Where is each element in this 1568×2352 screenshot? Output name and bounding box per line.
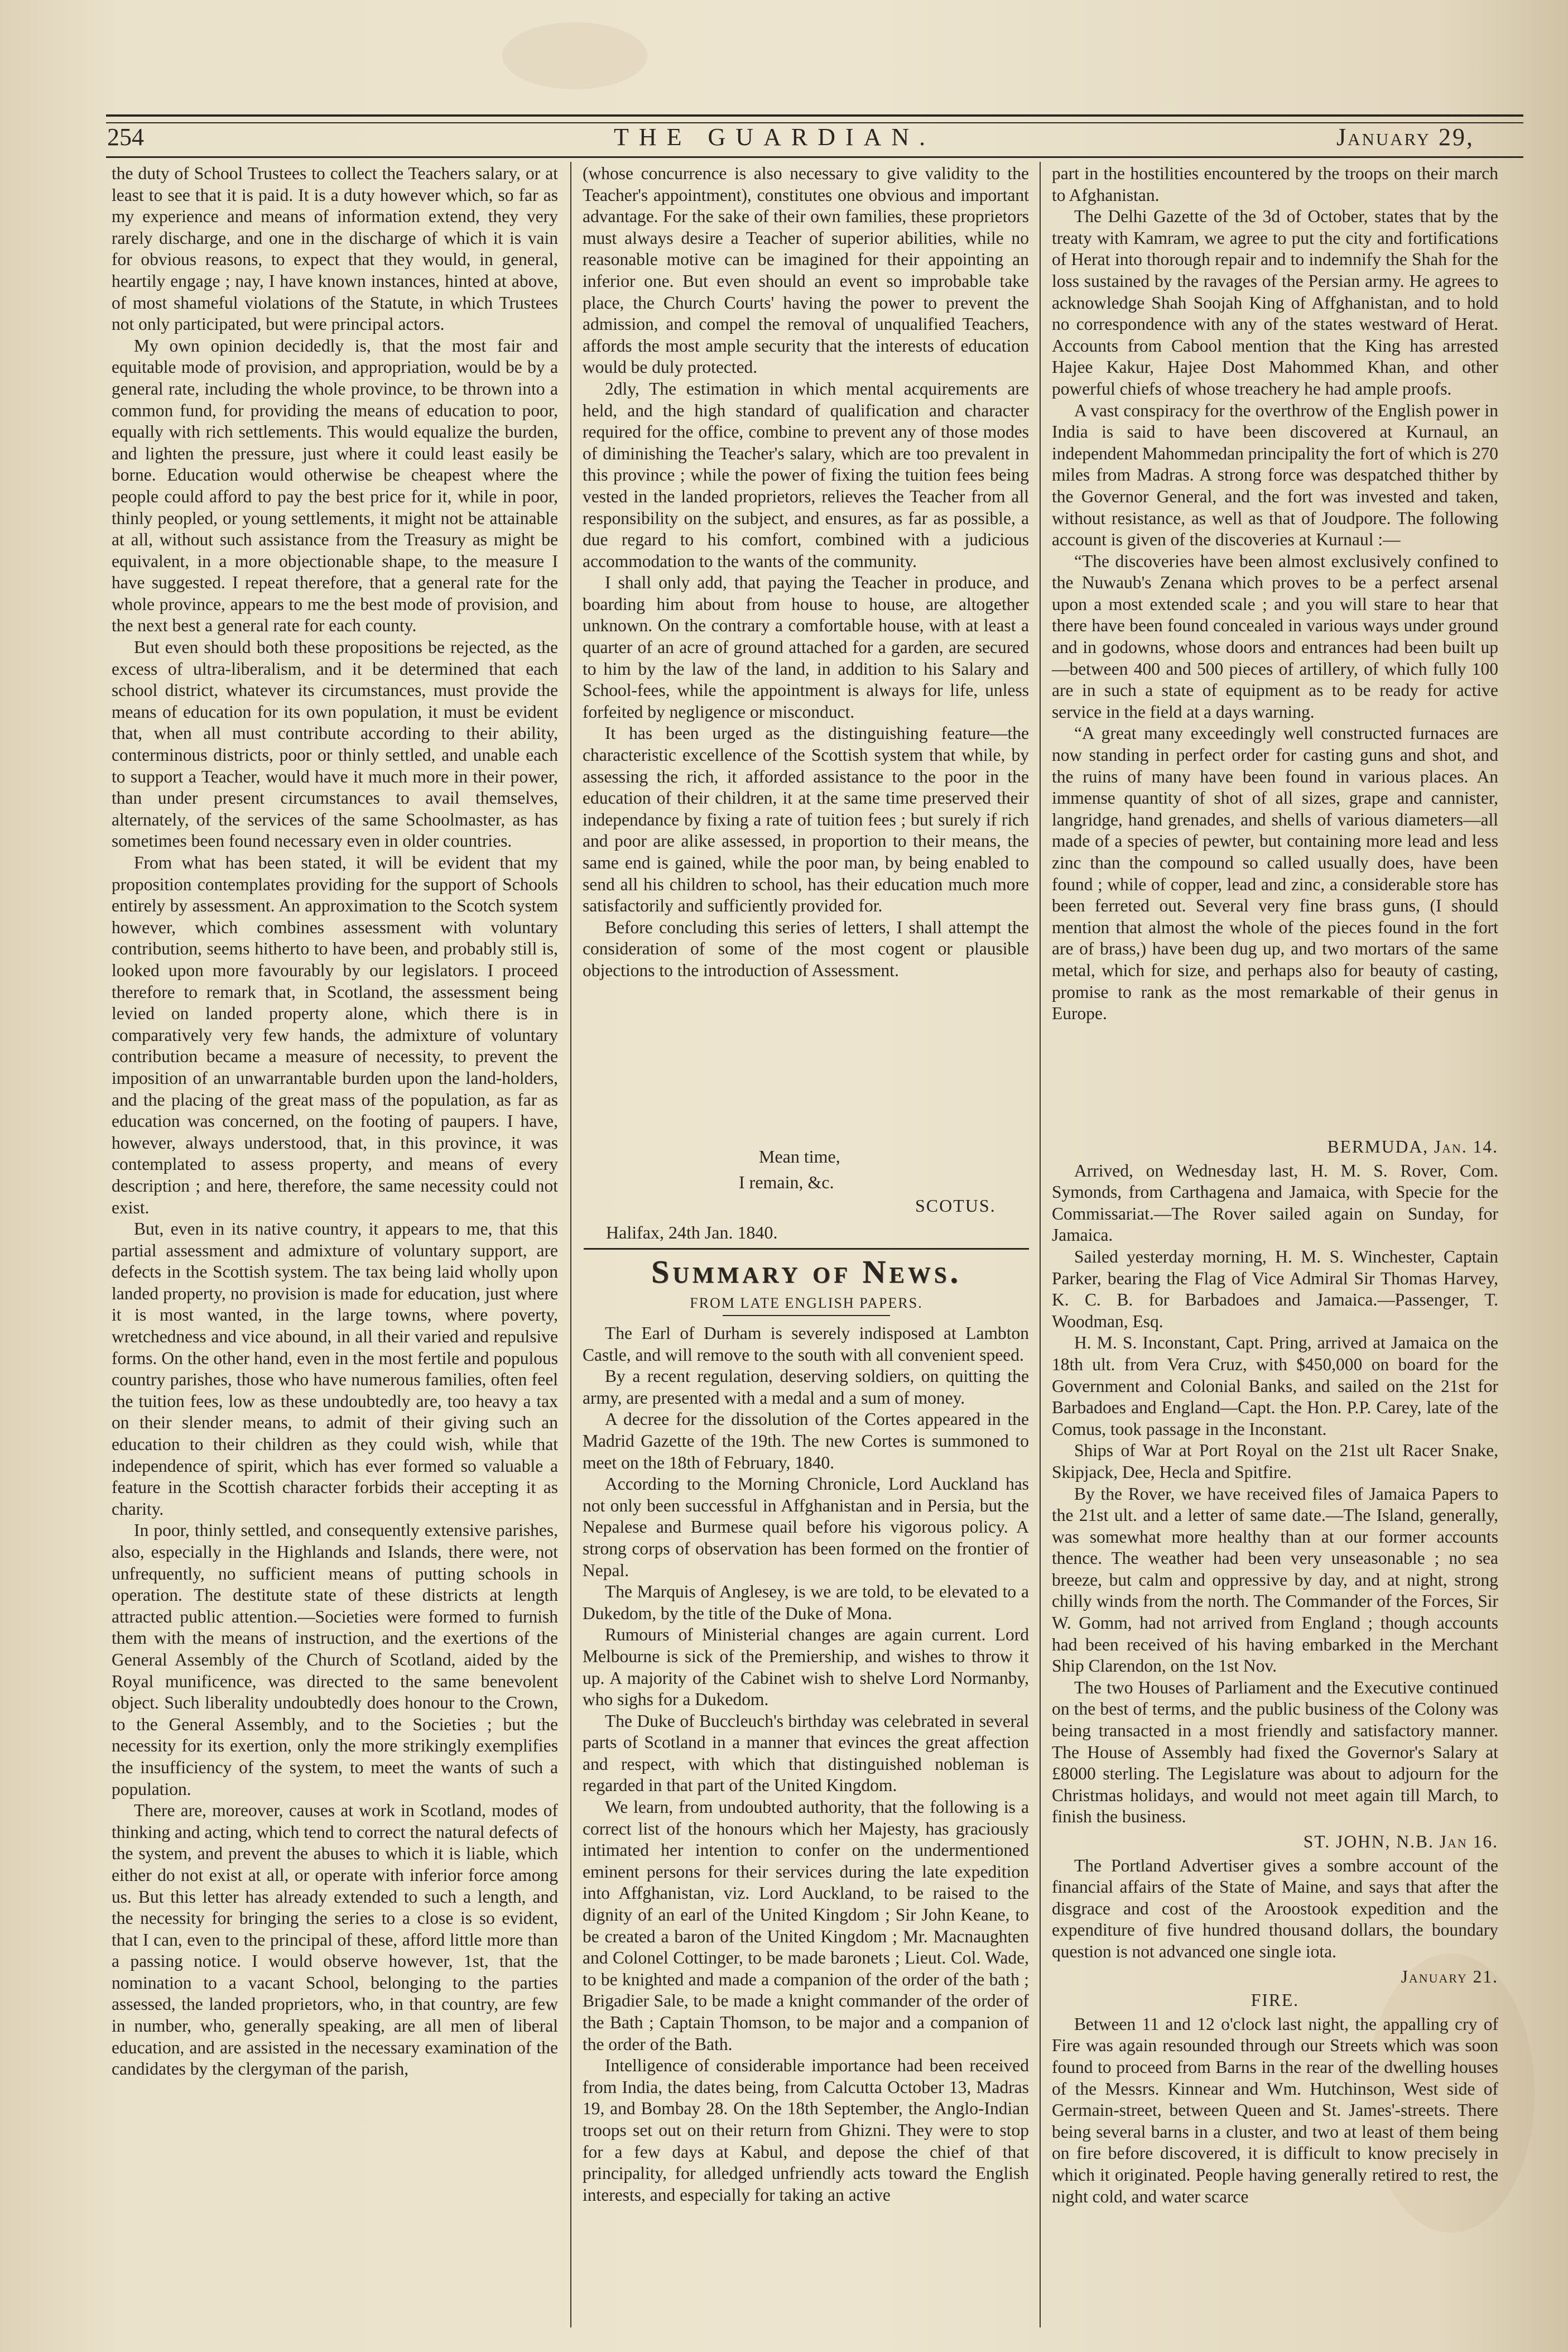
paragraph: “A great many exceedingly well constructed furnaces are now standing in perfect order for casting guns and shot, and the ruins of many have been found in various places. An immense quantity of shot of all sizes, grape and cannister, langridge, hand grenades, and shells of various diameters—all made of a species of pewter, but containing more lead and less zinc than the compound so called usually does, have been found ; while of copper, lead and zinc, a considerable store has been ferreted out. Several very fine brass guns, (I should mention that almost the whole of the pieces found in the fort are of brass,) have been dug up, and two mortars of the same metal, which for size, and perhaps also for beauty of casting, promise to rank as the most remarkable of their genus in Europe. (1052, 723, 1498, 1024)
news-item: Ships of War at Port Royal on the 21st ult Racer Snake, Skipjack, Dee, Hecla and Spitfire. (1052, 1441, 1498, 1482)
section-rule (584, 1248, 1029, 1250)
paragraph: My own opinion decidedly is, that the most fair and equitable mode of provision, and appropriation, would be by a general rate, including the whole province, to be thrown into a common fund, for providing the means of education to poor, equally with rich settlements. This would equalize the burden, and lighten the pressure, just where it could least easily be borne. Education would otherwise be cheapest where the people could afford to pay the best price for it, while in poor, thinly peopled, or young settlements, it might not be attainable at all, without such assistance from the Treasury as might be equivalent, in a more objectionable shape, to the measure I have suggested. I repeat therefore, that a general rate for the whole province, appears to me the best mode of provision, and the next best a general rate for each county. (112, 335, 558, 636)
newspaper-title: THE GUARDIAN. (614, 123, 936, 151)
paragraph: “The discoveries have been almost exclusively confined to the Nuwaub's Zenana which proves to be a perfect arsenal upon a most extended scale ; and you will stare to hear that there have been found concealed in various ways under ground and in godowns, whose doors and entrances had been built up—between 400 and 500 pieces of artillery, of which fully 100 are in such a state of equipment as to be ready for active service in the field at a days warning. (1052, 551, 1498, 722)
news-item: By the Rover, we have received files of Jamaica Papers to the 21st ult. and a letter of same date.—The Island, generally, was somewhat more healthy than at our former accounts thence. The weather had been very unseasonable ; no sea breeze, but calm and oppressive by day, and at night, strong chilly winds from the north. The Commander of the Forces, Sir W. Gomm, had not arrived from England ; though accounts had been received of his having embarked in the Merchant Ship Clarendon, on the 1st Nov. (1052, 1484, 1498, 1676)
paragraph: 2dly, The estimation in which mental acquirements are held, and the high standard of qualification and character required for the office, combine to prevent any of those modes of diminishing the Teacher's salary, which are too prevalent in this province ; while the power of fixing the tuition fees being vested in the landed proprietors, relieves the Teacher from all responsibility on the subject, and ensures, as far as possible, a due regard to his comfort, combined with a judicious accommodation to the wants of the community. (583, 378, 1029, 571)
paragraph: In poor, thinly settled, and consequently extensive parishes, also, especially in the Highlands and Islands, there were, not unfrequently, no sufficient means of putting schools in operation. The destitute state of these districts at length attracted public attention.—Societies were formed to furnish them with the means of instruction, and the exertions of the General Assembly of the Church of Scotland, aided by the Royal munificence, was directed to the same benevolent object. Such liberality undoubtedly does honour to the Crown, to the General Assembly, and to the Societies ; but the necessity for its exertion, only the more strikingly exemplifies the insufficiency of the system, to meet the wants of such a population. (112, 1520, 558, 1799)
paragraph: The Delhi Gazette of the 3d of October, states that by the treaty with Kamram, we agree to put the city and fortifications of Herat into thorough repair and to indemnify the Shah for the loss sustained by the ravages of the Persian army. He agrees to acknowledge Shah Soojah King of Affghanistan, and to hold no correspondence with any of the states westward of Herat. Accounts from Cabool mention that the King has arrested Hajee Kakur, Hajee Dost Mahommed Khan, and other powerful chiefs of whose treachery he had ample proofs. (1052, 207, 1498, 399)
column-1 (112, 163, 558, 2340)
summary-heading: Summary of News. (651, 1254, 962, 1290)
news-item: Between 11 and 12 o'clock last night, the appalling cry of Fire was again resounded through our Streets which was soon found to proceed from Barns in the rear of the dwelling houses of the Messrs. Kinnear and Wm. Hutchinson, West side of Germain-street, between Queen and St. James'-streets. There being several barns in a cluster, and two at least of them being on fire before discovered, it is difficult to know precisely in which it originated. People having generally retired to rest, the night cold, and water scarce (1052, 2014, 1498, 2206)
news-item: By a recent regulation, deserving soldiers, on quitting the army, are presented with a medal and a sum of money. (583, 1366, 1029, 1408)
short-rule (723, 1315, 890, 1316)
paragraph: There are, moreover, causes at work in Scotland, modes of thinking and acting, which tend to correct the natural defects of the system, and prevent the abuses to which it is liable, which either do not exist at all, or operate with inferior force among us. But this letter has already extended to such a length, and the necessity for bringing the series to a close is so evident, that I can, even to the principal of these, afford little more than a passing notice. I would observe however, 1st, that the nomination to a vacant School, belonging to the parties assessed, the landed proprietors, who, in that country, are few in number, who, generally speaking, are all men of liberal education, and are assisted in the necessary examination of the candidates by the clergyman of the parish, (112, 1801, 558, 2079)
dateline-st-john: ST. JOHN, N.B. Jan 16. (1303, 1832, 1498, 1851)
news-item: The Portland Advertiser gives a sombre account of the financial affairs of the State of Maine, and says that after the disgrace and cost of the Aroostook expedition and the expenditure of five hundred thousand dollars, the boundary question is not advanced one single iota. (1052, 1855, 1498, 1961)
paragraph: I shall only add, that paying the Teacher in produce, and boarding him about from house to house, are altogether unknown. On the contrary a comfortable house, with at least a quarter of an acre of ground attached for a garden, are secured to him by the law of the land, in addition to his Salary and School-fees, while the appointment is always for life, unless forfeited by negligence or misconduct. (583, 573, 1029, 722)
paragraph: But, even in its native country, it appears to me, that this partial assessment and admixture of voluntary support, are defects in the Scottish system. The tax being laid wholly upon landed property, no provision is made for education, just where it is most wanted, in the large towns, where poverty, wretchedness and vice abound, in all their varied and repulsive forms. On the other hand, even in the most fertile and populous country parishes, those who have numerous families, often feel the tuition fees, low as these undoubtedly are, too heavy a tax on their slender means, to admit of their giving such an education to their children as they could wish, while that independence of spirit, which has ever formed so valuable a feature in the Scottish character forbids their accepting it as charity. (112, 1219, 558, 1519)
paragraph: A vast conspiracy for the overthrow of the English power in India is said to have been discovered at Kurnaul, an independent Mahommedan principality the fort of which is 270 miles from Madras. A strong force was despatched thither by the Governor General, and the fort was invested and taken, without resistance, as well as that of Joudpore. The following account is given of the discoveries at Kurnaul :— (1052, 400, 1498, 550)
column-2-letter (583, 163, 1029, 1129)
news-item: H. M. S. Inconstant, Capt. Pring, arrived at Jamaica on the 18th ult. from Vera Cruz, with $450,000 on board for the Government and Colonial Banks, and sailed on the 21st for Barbadoes and England—Capt. the Hon. P.P. Carey, late of the Comus, took passage in the Inconstant. (1052, 1333, 1498, 1439)
signoff-author: SCOTUS. (915, 1196, 996, 1216)
paragraph: But even should both these propositions be rejected, as the excess of ultra-liberalism, and it be determined that each school district, whatever its circumstances, must provide the means of education for its own population, it must be evident that, when all must contribute according to their ability, conterminous districts, poor or thinly settled, and unable each to support a Teacher, would have it much more in their power, than under present circumstances to avail themselves, alternately, of the services of the same Schoolmaster, as has sometimes been found necessary even in older countries. (112, 637, 558, 851)
news-item: The Earl of Durham is severely indisposed at Lambton Castle, and will remove to the south with all convenient speed. (583, 1323, 1029, 1365)
column-divider (570, 162, 571, 2327)
column-divider (1040, 162, 1041, 2327)
news-item: Arrived, on Wednesday last, H. M. S. Rover, Com. Symonds, from Carthagena and Jamaica, with Specie for the Commissariat.—The Rover sailed again on Sunday, for Jamaica. (1052, 1160, 1498, 1245)
issue-date: January 29, (1336, 123, 1475, 151)
signoff-mean-time: Mean time, (759, 1146, 840, 1167)
column-2-news (583, 1323, 1029, 2327)
paragraph: It has been urged as the distinguishing feature—the characteristic excellence of the Scottish system that while, by assessing the rich, it afforded assistance to the poor in the education of their children, it at the same time preserved their independance by fixing a rate of tuition fees ; but surely if rich and poor are alike assessed, in proportion to their means, the same end is gained, while the poor man, by being enabled to send all his children to school, has their education much more satisfactorily and sufficiently provided for. (583, 723, 1029, 916)
column-3 (1052, 163, 1498, 1129)
page-number: 254 (107, 123, 144, 151)
fire-heading: FIRE. (1250, 1990, 1300, 2010)
summary-subheading: FROM LATE ENGLISH PAPERS. (690, 1295, 923, 1311)
paragraph: From what has been stated, it will be evident that my proposition contemplates providing for the support of Schools entirely by assessment. An approximation to the Scotch system however, which combines assessment with voluntary contribution, seems hitherto to have been, and probably still is, looked upon more favourably by our legislators. I proceed therefore to remark that, in Scotland, the assessment being levied on landed property alone, which there is in comparatively very few hands, the admixture of voluntary contribution became a measure of necessity, to prevent the imposition of an unwarrantable burden upon the land-holders, and the placing of the great mass of the population, as far as education was concerned, on the footing of paupers. I have, however, always understood, that, in this province, it was contemplated to assess property, and means of every description ; and here, therefore, the same necessity could not exist. (112, 853, 558, 1217)
signoff-place-date: Halifax, 24th Jan. 1840. (606, 1222, 778, 1242)
header-rule (106, 156, 1523, 158)
paragraph: the duty of School Trustees to collect the Teachers salary, or at least to see that it is paid. It is a duty however which, so far as my experience and means of information extend, they very rarely discharge, and one in the discharge of which it is vain for obvious reasons, to expect that they would, in general, heartily engage ; nay, I have known instances, hinted at above, of most shameful violations of the Statute, in which Trustees not only participated, but were principal actors. (112, 164, 558, 334)
news-item: Rumours of Ministerial changes are again current. Lord Melbourne is sick of the Premiership, and wishes to throw it up. A majority of the Cabinet wish to shelve Lord Normanby, who sighs for a Dukedom. (583, 1625, 1029, 1710)
news-item: We learn, from undoubted authority, that the following is a correct list of the honours which her Majesty, has graciously intimated her intention to confer on the undermentioned eminent persons for their services during the late expedition into Affghanistan, viz. Lord Auckland, to be raised to the dignity of an earl of the United Kingdom ; Sir John Keane, to be created a baron of the United Kingdom ; Mr. Macnaughten and Colonel Cottinger, to be made baronets ; Lieut. Col. Wade, to be knighted and made a companion of the order of the bath ; Brigadier Sale, to be made a knight commander of the order of the Bath ; Captain Thomson, to be major and a companion of the order of the Bath. (583, 1797, 1029, 2054)
dateline-jan-21: January 21. (1401, 1966, 1498, 1986)
paragraph: part in the hostilities encountered by the troops on their march to Afghanistan. (1052, 164, 1498, 205)
paper-stain (502, 22, 647, 89)
news-item: Intelligence of considerable importance had been received from India, the dates being, from Calcutta October 13, Madras 19, and Bombay 28. On the 18th September, the Anglo-Indian troops set out on their return from Ghizni. They were to stop for a few days at Kabul, and depose the chief of that principality, for alledged unfriendly acts toward the English interests, and especially for taking an active (583, 2056, 1029, 2205)
paragraph: Before concluding this series of letters, I shall attempt the consideration of some of the most cogent or plausible objections to the introduction of Assessment. (583, 917, 1029, 980)
paragraph: (whose concurrence is also necessary to give validity to the Teacher's appointment), constitutes one obvious and important advantage. For the sake of their own families, these proprietors must always desire a Teacher of superior abilities, while no reasonable motive can be imagined for their appointing an inferior one. But even should an event so improbable take place, the Church Courts' having the power to prevent the admission, and compel the removal of unqualified Teachers, affords the most ample security that the interests of education would be duly protected. (583, 164, 1029, 377)
news-item: Sailed yesterday morning, H. M. S. Winchester, Captain Parker, bearing the Flag of Vice Admiral Sir Thomas Harvey, K. C. B. for Barbadoes and Jamaica.—Passenger, T. Woodman, Esq. (1052, 1246, 1498, 1331)
news-item: The Marquis of Anglesey, is we are told, to be elevated to a Dukedom, by the title of the Duke of Mona. (583, 1582, 1029, 1623)
news-item: The two Houses of Parliament and the Executive continued on the best of terms, and the public business of the Colony was being transacted in a most friendly and satisfactory manner. The House of Assembly had fixed the Governor's Salary at £8000 sterling. The Legislature was about to adjourn for the Christmas holidays, and would not meet again till March, to finish the business. (1052, 1677, 1498, 1827)
news-item: According to the Morning Chronicle, Lord Auckland has not only been successful in Affghanistan and in Persia, but the Nepalese and Burmese quail before his vigorous policy. A strong corps of observation has been formed on the frontier of Nepal. (583, 1474, 1029, 1580)
news-item: The Duke of Buccleuch's birthday was celebrated in several parts of Scotland in a manner that evinces the great affection and respect, with which that distinguished nobleman is regarded in that part of the United Kingdom. (583, 1711, 1029, 1796)
column-3-news (1052, 1133, 1498, 2206)
news-item: A decree for the dissolution of the Cortes appeared in the Madrid Gazette of the 19th. The new Cortes is summoned to meet on the 18th of February, 1840. (583, 1409, 1029, 1472)
dateline-bermuda: BERMUDA, Jan. 14. (1327, 1137, 1498, 1156)
signoff-remain: I remain, &c. (739, 1172, 834, 1192)
